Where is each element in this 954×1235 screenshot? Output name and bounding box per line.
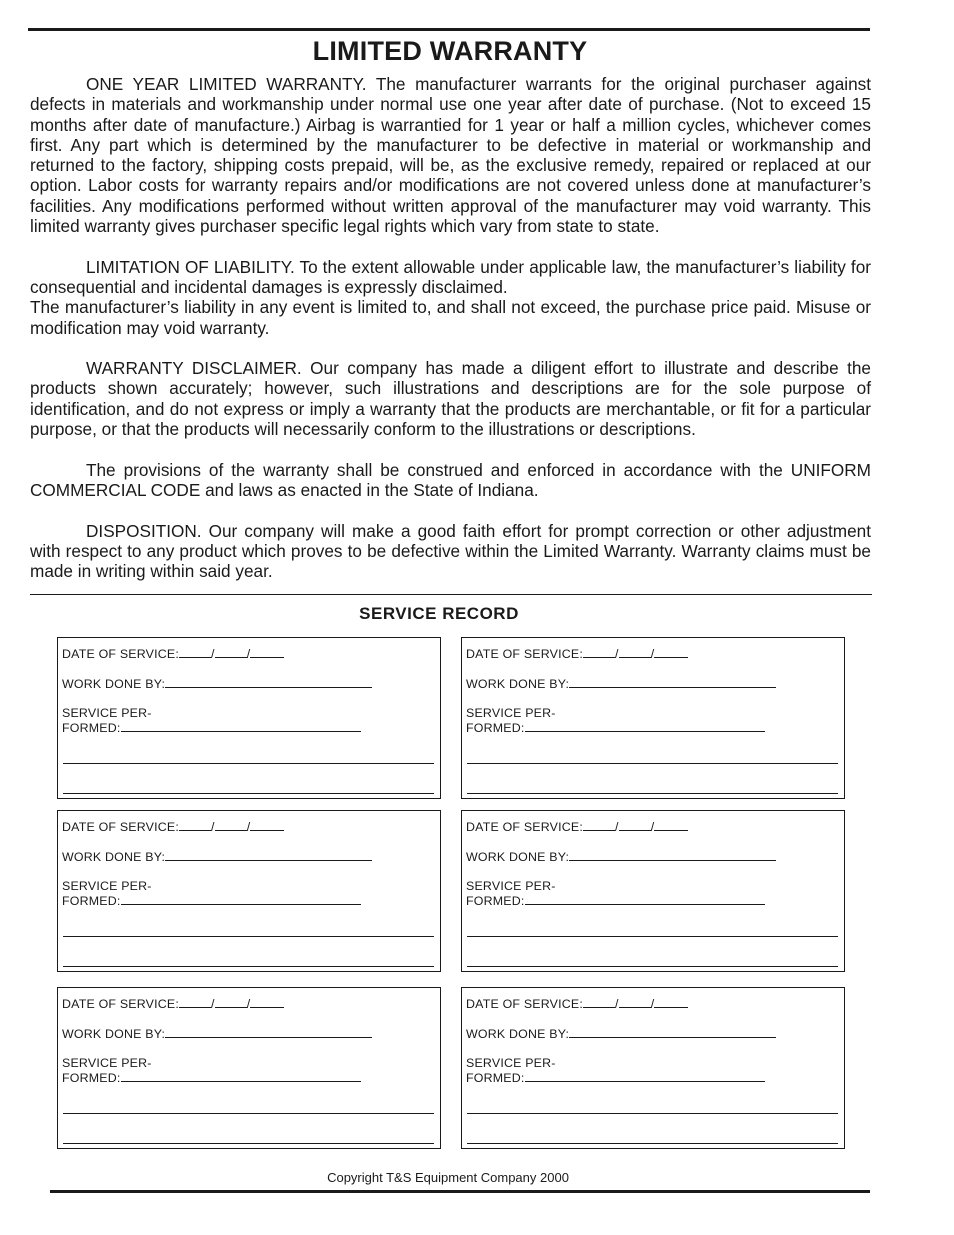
service-performed-label: SERVICE PER-: [466, 1056, 556, 1070]
service-performed-label: SERVICE PER-: [466, 706, 556, 720]
date-slash: /: [615, 647, 619, 661]
year-field[interactable]: [250, 647, 284, 658]
work-done-field[interactable]: [165, 677, 372, 688]
day-field[interactable]: [215, 820, 247, 831]
notes-line[interactable]: [63, 763, 434, 764]
day-field[interactable]: [619, 820, 651, 831]
work-done-field[interactable]: [569, 1027, 776, 1038]
notes-line[interactable]: [63, 793, 434, 794]
work-done-label: WORK DONE BY:: [466, 677, 570, 691]
day-field[interactable]: [215, 997, 247, 1008]
work-done-label: WORK DONE BY:: [62, 677, 166, 691]
formed-label: FORMED:: [62, 1071, 121, 1085]
notes-line[interactable]: [467, 936, 838, 937]
date-slash: /: [246, 647, 251, 661]
service-performed-line: [62, 721, 361, 735]
month-field[interactable]: [583, 647, 615, 658]
date-label: DATE OF SERVICE:: [466, 647, 584, 661]
work-done-label: WORK DONE BY:: [62, 850, 166, 864]
warranty-text: [30, 74, 871, 602]
day-field[interactable]: [215, 647, 247, 658]
date-slash: /: [650, 820, 655, 834]
notes-line[interactable]: [467, 966, 838, 967]
work-done-field[interactable]: [165, 1027, 372, 1038]
date-of-service-line: [466, 820, 688, 834]
service-performed-line: [466, 721, 765, 735]
service-record-card: [57, 810, 441, 972]
date-of-service-line: [62, 647, 284, 661]
date-of-service-line: [466, 647, 688, 661]
work-done-field[interactable]: [569, 850, 776, 861]
work-done-line: [62, 850, 372, 864]
notes-line[interactable]: [63, 1143, 434, 1144]
year-field[interactable]: [250, 997, 284, 1008]
service-performed-label: SERVICE PER-: [466, 879, 556, 893]
year-field[interactable]: [654, 820, 688, 831]
date-slash: /: [615, 997, 619, 1011]
service-record-card: [461, 637, 845, 799]
date-label: DATE OF SERVICE:: [466, 820, 584, 834]
date-of-service-line: [62, 997, 284, 1011]
work-done-label: WORK DONE BY:: [62, 1027, 166, 1041]
service-record-title: SERVICE RECORD: [359, 604, 519, 623]
service-performed-field[interactable]: [525, 894, 765, 905]
notes-line[interactable]: [467, 793, 838, 794]
notes-line[interactable]: [467, 1113, 838, 1114]
date-label: DATE OF SERVICE:: [62, 820, 180, 834]
day-field[interactable]: [619, 647, 651, 658]
notes-line[interactable]: [63, 1113, 434, 1114]
month-field[interactable]: [583, 997, 615, 1008]
date-slash: /: [211, 647, 215, 661]
service-performed-label: SERVICE PER-: [62, 879, 152, 893]
section-divider: [30, 594, 872, 595]
month-field[interactable]: [179, 997, 211, 1008]
service-performed-line: [466, 894, 765, 908]
service-performed-field[interactable]: [121, 894, 361, 905]
date-slash: /: [246, 997, 251, 1011]
copyright: Copyright T&S Equipment Company 2000: [327, 1170, 569, 1185]
day-field[interactable]: [619, 997, 651, 1008]
liability-paragraph: LIMITATION OF LIABILITY. To the extent allowable under applicable law, the manufacturer’s liability for consequential and incidental damages is expressly disclaimed.: [30, 256, 871, 297]
bottom-rule: [50, 1190, 870, 1193]
disposition-paragraph: DISPOSITION. Our company will make a good faith effort for prompt correction or other adjustment with respect to any product which proves to be defective within the Limited Warranty. Warranty claims must be made in writing within said year.: [30, 520, 871, 582]
month-field[interactable]: [179, 820, 211, 831]
disclaimer-paragraph: WARRANTY DISCLAIMER. Our company has made a diligent effort to illustrate and describe the products shown accurately; however, such illustrations and descriptions are for the sole purpose of identification, and do not express or imply a warranty that the products are merchantable, or fit for a particular purpose, or that the products will necessarily conform to the illustrations or descriptions.: [30, 358, 871, 440]
date-label: DATE OF SERVICE:: [466, 997, 584, 1011]
service-performed-label: SERVICE PER-: [62, 706, 152, 720]
date-label: DATE OF SERVICE:: [62, 997, 180, 1011]
year-field[interactable]: [654, 997, 688, 1008]
service-performed-line: [466, 1071, 765, 1085]
service-performed-line: [62, 894, 361, 908]
work-done-line: [62, 1027, 372, 1041]
month-field[interactable]: [583, 820, 615, 831]
date-of-service-line: [466, 997, 688, 1011]
work-done-line: [466, 677, 776, 691]
service-performed-field[interactable]: [525, 1071, 765, 1082]
date-slash: /: [211, 997, 215, 1011]
provisions-paragraph: The provisions of the warranty shall be construed and enforced in accordance with the UNIFORM COMMERCIAL CODE and laws as enacted in the State of Indiana.: [30, 459, 871, 500]
service-record-card: [57, 987, 441, 1149]
service-record-card: [57, 637, 441, 799]
formed-label: FORMED:: [62, 721, 121, 735]
date-slash: /: [246, 820, 251, 834]
liability-continuation: The manufacturer’s liability in any event is limited to, and shall not exceed, the purchase price paid. Misuse or modification may void warranty.: [30, 297, 871, 338]
formed-label: FORMED:: [466, 721, 525, 735]
service-performed-field[interactable]: [121, 1071, 361, 1082]
date-slash: /: [650, 997, 655, 1011]
formed-label: FORMED:: [466, 1071, 525, 1085]
work-done-line: [466, 850, 776, 864]
month-field[interactable]: [179, 647, 211, 658]
service-performed-label: SERVICE PER-: [62, 1056, 152, 1070]
formed-label: FORMED:: [62, 894, 121, 908]
warranty-paragraph: ONE YEAR LIMITED WARRANTY. The manufacturer warrants for the original purchaser against defects in materials and workmanship under normal use one year after date of purchase. (Not to exceed 15 months after date of manufacture.) Airbag is warrantied for 1 year or half a million cycles, whichever comes first. Any part which is determined by the manufacturer to be defective in material or workmanship and returned to the factory, shipping costs prepaid, will be, as the exclusive remedy, repaired or replaced at our option. Labor costs for warranty repairs and/or modifications are not covered unless done at manufacturer’s facilities. Any modifications performed without written approval of the manufacturer may void warranty. This limited warranty gives purchaser specific legal rights which vary from state to state.: [30, 74, 871, 237]
service-performed-field[interactable]: [121, 721, 361, 732]
notes-line[interactable]: [467, 763, 838, 764]
date-slash: /: [650, 647, 655, 661]
year-field[interactable]: [654, 647, 688, 658]
work-done-label: WORK DONE BY:: [466, 850, 570, 864]
date-slash: /: [615, 820, 619, 834]
top-rule: [28, 28, 870, 31]
work-done-field[interactable]: [165, 850, 372, 861]
date-of-service-line: [62, 820, 284, 834]
formed-label: FORMED:: [466, 894, 525, 908]
page-title: LIMITED WARRANTY: [312, 36, 588, 66]
work-done-line: [466, 1027, 776, 1041]
notes-line[interactable]: [467, 1143, 838, 1144]
date-slash: /: [211, 820, 215, 834]
notes-line[interactable]: [63, 936, 434, 937]
service-performed-line: [62, 1071, 361, 1085]
year-field[interactable]: [250, 820, 284, 831]
service-record-card: [461, 810, 845, 972]
work-done-label: WORK DONE BY:: [466, 1027, 570, 1041]
notes-line[interactable]: [63, 966, 434, 967]
work-done-line: [62, 677, 372, 691]
date-label: DATE OF SERVICE:: [62, 647, 180, 661]
service-performed-field[interactable]: [525, 721, 765, 732]
work-done-field[interactable]: [569, 677, 776, 688]
service-record-card: [461, 987, 845, 1149]
